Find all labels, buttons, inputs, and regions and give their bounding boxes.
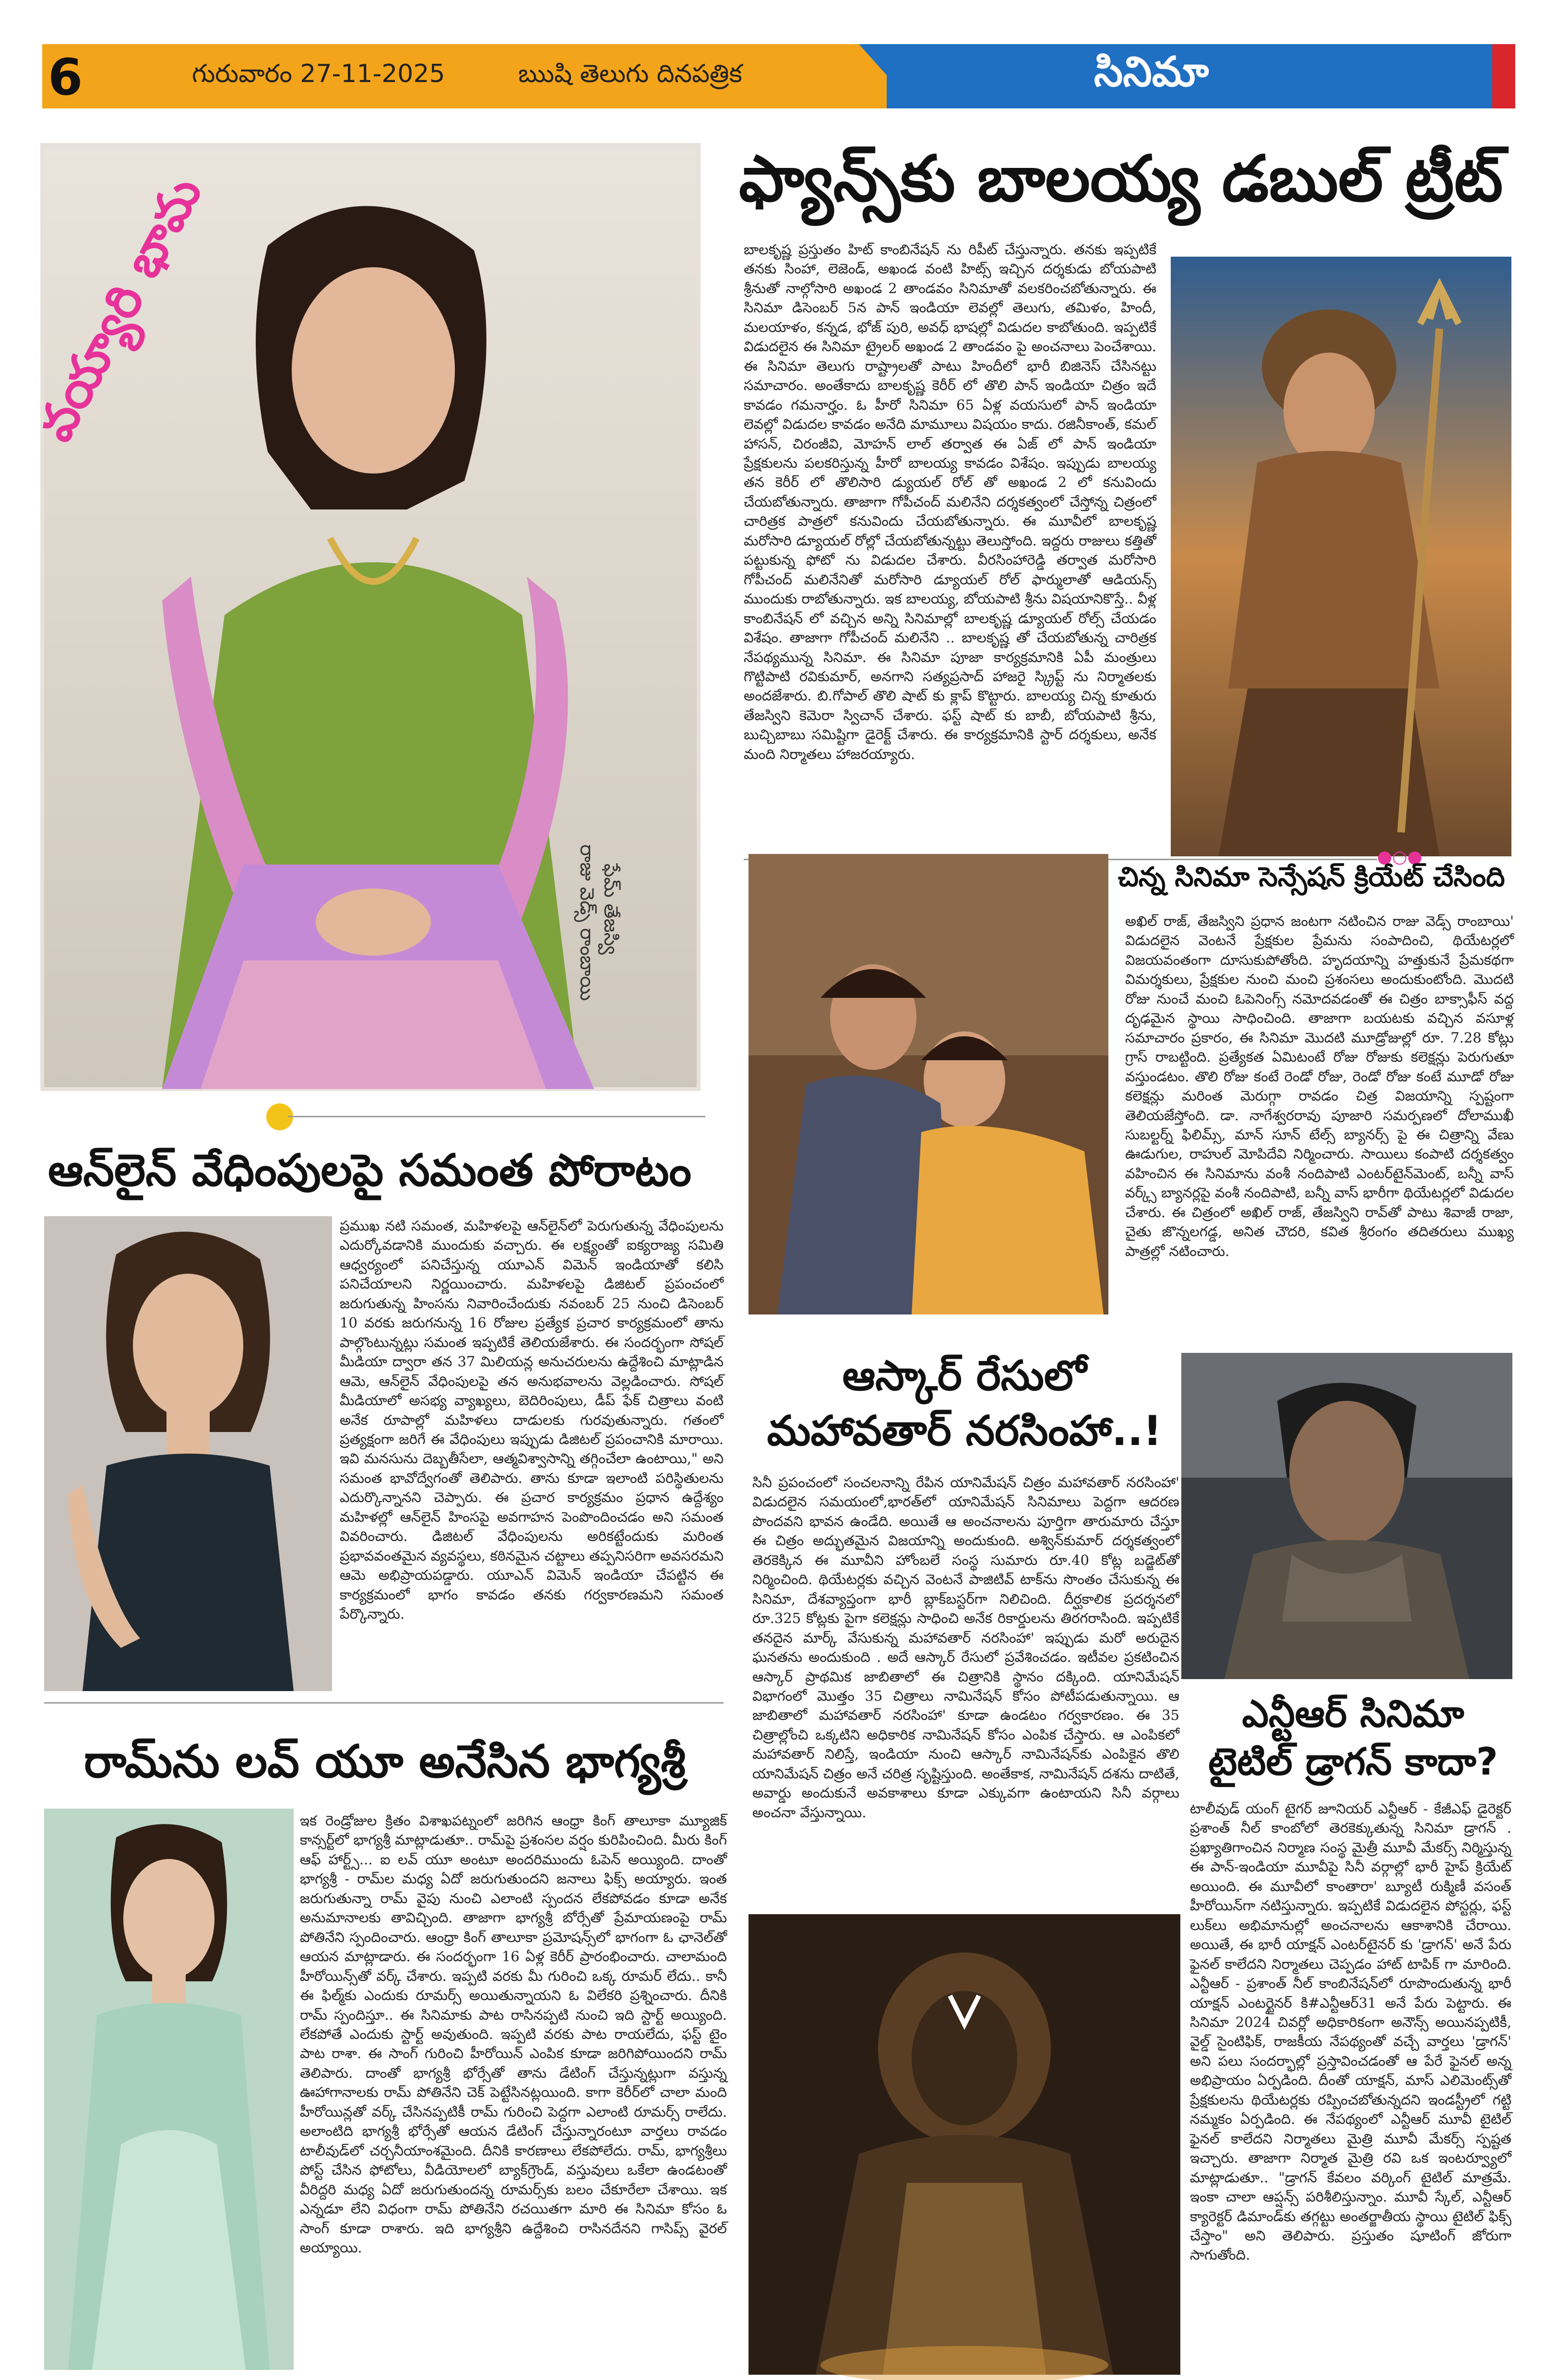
ntr-headline-line2: టైటిల్ డ్రాగన్ కాదా? bbox=[1208, 1741, 1498, 1784]
feature-caption-line1: రాజు వెడ్స్ రాంబాయి bbox=[576, 844, 598, 1001]
page-number: 6 bbox=[48, 48, 83, 107]
divider bbox=[288, 1116, 705, 1117]
feature-tag bbox=[25, 163, 214, 470]
oscar-headline-line1: ఆస్కార్ రేసులో bbox=[842, 1352, 1087, 1400]
samantha-photo bbox=[44, 1216, 332, 1691]
feature-caption-line2: ఫేమ్ తేజస్వి bbox=[600, 864, 622, 955]
header-wedge bbox=[859, 44, 916, 108]
balayya-headline: ఫ్యాన్స్‌కు బాలయ్య డబుల్ ట్రీట్ bbox=[739, 142, 1503, 216]
balayya-body: బాలకృష్ణ ప్రస్తుతం హిట్ కాంబినేషన్ ను రిపీట్ చేస్తున్నారు. తనకు ఇప్పటికే తనకు సింహా, లెజెండ్, అఖండ వంటి హిట్స్ ఇచ్చిన దర్శకుడు బోయపాటి శ్రీనుతో నాల్గోసారి అఖండ 2 తాండవం సినిమాతో వలకరించబోతున్నారు. ఈ సినిమా డిసెంబర్ 5న పాన్ ఇండియా లెవల్లో తెలుగు, తమిళం, హిందీ, మలయాళం, కన్నడ, భోజ్ పురి, అవధ్ భాషల్లో విడుదల కాబోతుంది. ఇప్పటికే విడుదలైన ఈ సినిమా ట్రైలర్ అఖండ 2 తాండవం పై అంచనాలు పెంచేశాయి. ఈ సినిమా తెలుగు రాష్ట్రాలతో పాటు హిందీలో భారీ బిజినెస్ చేసినట్టు సమాచారం. అంతేకాదు బాలకృష్ణ కెరీర్ లో తొలి పాన్ ఇండియా చిత్రం ఇదే కావడం గమనార్హం. ఓ హీరో సినిమా 65 ఏళ్ల వయసులో పాన్ ఇండియా లెవల్లో విడుదల కావడం అనేది మామూలు విషయం కాదు. రజినీకాంత్, కమల్ హాసన్, చిరంజీవి, మోహన్ లాల్ తర్వాత ఈ ఏజ్ లో పాన్ ఇండియా ప్రేక్షకులను పలకరిస్తున్న హీరో బాలయ్య కావడం విశేషం. ఇప్పుడు బాలయ్య తన కెరీర్ లో తొలిసారి డ్యుయల్ రోల్ తో అఖండ 2 లో కనువిందు చేయబోతున్నారు. తాజాగా గోపీచంద్ మలినేని దర్శకత్వంలో చేస్తోన్న చిత్రంలో చారిత్రక పాత్రలో కనువిందు చేయబోతున్నారు. ఈ మూవీలో బాలకృష్ణ మరోసారి డ్యూయల్ రోల్లో చేయబోతున్నట్టు తెలుస్తోంది. ఇద్దరు రాజులు కత్తితో పట్టుకున్న ఫోటో ను విడుదల చేశారు. వీరసింహారెడ్డి తర్వాత మరోసారి గోపీచంద్ మలినేనితో మరోసారి డ్యూయల్ రోల్ ఫార్ములాతో ఆడియన్స్ ముందుకు రాబోతున్నారు. ఇక బాలయ్య, బోయపాటి శ్రీను విషయానికొస్తే.. వీళ్ల కాంబినేషన్ లో వచ్చిన అన్ని సినిమాల్లో బాలకృష్ణ డ్యూయల్ రోల్స్ చేయడం విశేషం. తాజాగా గోపీచంద్ మలినేని .. బాలకృష్ణ తో చేయబోతున్న చారిత్రక నేపథ్యమున్న సినిమా. ఈ సినిమా పూజా కార్యక్రమానికి ఏపీ మంత్రులు గొట్టిపాటి రవికుమార్, అనగాని సత్యప్రసాద్ హాజరై స్క్రిప్ట్ ను నిర్మాతలకు అందజేశారు. బి.గోపాల్ తొలి షాట్ కు క్లాప్ కొట్టారు. బాలయ్య చిన్న కూతురు తేజస్విని కెమెరా స్విచాన్ చేశారు. ఫస్ట్ షాట్ కు బాబీ, బోయపాటి శ్రీను, బుచ్చిబాబు సమిష్టిగా డైరెక్ట్ చేశారు. ఈ కార్యక్రమానికి స్టార్ దర్శకులు, అనేక మంది నిర్మాతలు హాజరయ్యారు. bbox=[744, 241, 1156, 762]
feature-caption bbox=[561, 835, 622, 1075]
bhagyashri-headline: రామ్‌ను లవ్ యూ అనేసిన భాగ్యశ్రీ bbox=[84, 1736, 686, 1788]
samantha-body: ప్రముఖ నటి సమంత, మహిళలపై ఆన్‌లైన్‌లో పెరుగుతున్న వేధింపులను ఎదుర్కోవడానికి ముందుకు వచ్చారు. ఈ లక్ష్యంతో ఐక్యరాజ్య సమితి ఆధ్వర్యంలో పనిచేస్తున్న యూఎన్ విమెన్ ఇండియాతో కలిసి పనిచేయాలని నిర్ణయించారు. మహిళలపై డిజిటల్ ప్రపంచంలో జరుగుతున్న హింసను నివారించేందుకు నవంబర్ 25 నుంచి డిసెంబర్ 10 వరకు జరుగనున్న 16 రోజుల ప్రత్యేక ప్రచార కార్యక్రమంలో తాను పాల్గొంటున్నట్లు సమంత ఇప్పటికే తెలియజేశారు. ఈ సందర్భంగా సోషల్ మీడియా ద్వారా తన 37 మిలియన్ల అనుచరులను ఉద్దేశించి మాట్లాడిన ఆమె, ఆన్‌లైన్ వేధింపులపై తన అనుభవాలను వెల్లడించారు. సోషల్ మీడియాలో అసభ్య వ్యాఖ్యలు, బెదిరింపులు, డీప్ ఫేక్ చిత్రాలు వంటి అనేక రూపాల్లో మహిళలు దాడులకు గురవుతున్నారు. గతంలో ప్రత్యక్షంగా జరిగే ఈ వేధింపులు ఇప్పుడు డిజిటల్ ప్రపంచానికి మారాయి. ఇవి మనసును దెబ్బతీసేలా, ఆత్మవిశ్వాసాన్ని తగ్గించేలా ఉంటాయి," అని సమంత భావోద్వేగంతో తెలిపారు. తాను కూడా ఇలాంటి పరిస్థితులను ఎదుర్కొన్నానని చెప్పారు. ఈ ప్రచార కార్యక్రమం ప్రధాన ఉద్దేశ్యం మహిళల్లో ఆన్‌లైన్ హింసపై అవగాహన పెంపొందించడం అని సమంత వివరించారు. డిజిటల్ వేధింపులను అరికట్టేందుకు మరింత ప్రభావవంతమైన వ్యవస్థలు, కఠినమైన చట్టాలు తప్పనిసరిగా అవసరమని ఆమె అభిప్రాయపడ్డారు. యూఎన్ విమెన్ ఇండియా చేపట్టిన ఈ కార్యక్రమంలో భాగం కావడం తనకు గర్వకారణమని సమంత పేర్కొన్నారు. bbox=[340, 1218, 724, 1622]
bhagyashri-photo bbox=[44, 1809, 294, 2370]
ntr-photo bbox=[1181, 1353, 1512, 1679]
header-date: గురువారం 27-11-2025 bbox=[192, 59, 445, 88]
feature-tag-text: వయ్యారి భామ bbox=[25, 166, 214, 450]
balayya-photo bbox=[1171, 257, 1511, 856]
header-band-left bbox=[42, 44, 887, 108]
chinna-body: అఖిల్ రాజ్, తేజస్విని ప్రధాన జంటగా నటించిన రాజు వెడ్స్ రాంబాయి' విడుదలైన వెంటనే ప్రేక్షకుల ప్రేమను సంపాదించి, థియేటర్లలో విజయవంతంగా దూసుకుపోతోంది. హృదయాన్ని హత్తుకునే ప్రేమకథగా విమర్శకులు, ప్రేక్షకుల నుంచి మంచి ప్రశంసలు అందుకుంటోంది. మొదటి రోజు నుంచే మంచి ఓపెనింగ్స్ నమోదవడంతో ఈ చిత్రం బాక్సాఫీస్ వద్ద దృఢమైన స్థాయి సాధించింది. తాజాగా బయటకు వచ్చిన వసూళ్ల సమాచారం ప్రకారం, ఈ సినిమా మొదటి మూడ్రోజుల్లో రూ. 7.28 కోట్లు గ్రాస్ రాబట్టింది. ప్రత్యేకత ఏమిటంటే రోజు రోజుకు కలెక్షన్లు పెరుగుతూ వస్తుండటం. తొలి రోజు కంటే రెండో రోజు, రెండో రోజు కంటే మూడో రోజు కలెక్షన్లు మరింత మెరుగ్గా రావడం చిత్ర విజయాన్ని స్పష్టంగా తెలియజేస్తోంది. డా. నాగేశ్వరరావు పూజారి సమర్పణలో దోలాముఖీ సుబల్టర్న్ ఫిలిమ్స్, మాన్ సూన్ టేల్స్ బ్యానర్స్ పై ఈ చిత్రాన్ని వేణు ఊడుగుల, రాహుల్ మోపిదేవి నిర్మించారు. సాయిలు కంపాటి దర్శకత్వం వహించిన ఈ సినిమాను వంశీ నందిపాటి ఎంటర్‌టైన్‌మెంట్, బన్నీ వాస్ వర్క్స్ బ్యానర్లపై వంశీ నందిపాటి, బన్నీ వాస్ భారీగా థియేటర్లలో విడుదల చేశారు. ఈ చిత్రంలో అఖిల్ రాజ్, తేజస్విని రావ్‌తో పాటు శివాజీ రాజా, చైతు జొన్నలగడ్డ, అనిత చౌదరి, కవిత శ్రీరంగం తదితరులు ముఖ్య పాత్రల్లో నటించారు. bbox=[1125, 913, 1514, 1259]
header-section-title: సినిమా bbox=[1094, 48, 1209, 96]
samantha-headline: ఆన్‌లైన్ వేధింపులపై సమంత పోరాటం bbox=[48, 1145, 692, 1196]
ntr-body: టాలీవుడ్ యంగ్ టైగర్ జూనియర్ ఎన్టీఆర్ - కేజీఎఫ్ డైరెక్టర్ ప్రశాంత్ నీల్ కాంబోలో తెరకెక్కుతున్న సినిమా డ్రాగన్ . ప్రఖ్యాతిగాంచిన నిర్మాణ సంస్థ మైత్రీ మూవీ మేకర్స్ నిర్మిస్తున్న ఈ పాన్-ఇండియా మూవీపై సినీ వర్గాల్లో భారీ హైప్ క్రియేట్ అయింది. ఈ మూవీలో కాంతారా' బ్యూటీ రుక్మిణీ వసంత్ హీరోయిన్‌గా నటిస్తున్నారు. ఇప్పటికే విడుదలైన పోస్టర్లు, ఫస్ట్ లుక్‌లు అభిమానుల్లో అంచనాలను ఆకాశానికి చేరాయి. అయితే, ఈ భారీ యాక్షన్ ఎంటర్‌టైనర్ కు 'డ్రాగన్' అనే పేరు ఫైనల్ కాలేదని నిర్మాతలు చెప్పడం హాట్ టాపిక్ గా మారింది. ఎన్టీఆర్ - ప్రశాంత్ నీల్ కాంబినేషన్‌లో రూపొందుతున్న భారీ యాక్షన్ ఎంటర్టైనర్ కి#ఎన్టీఆర్31 అనే పేరు పెట్టారు. ఈ సినిమా 2024 చివర్లో అధికారికంగా అనౌన్స్ అయినప్పటికీ, వైల్డ్ సైంటిఫిక్, రాజకీయ నేపథ్యంతో వచ్చే వార్తలు 'డ్రాగన్' అని పలు సందర్భాల్లో ప్రస్తావించడంతో ఆ పేరే ఫైనల్ అన్న అభిప్రాయం ఏర్పడింది. దీంతో యాక్షన్, మాస్ ఎలిమెంట్స్‌తో ప్రేక్షకులను థియేటర్లకు రప్పించబోతున్నదని ఇండస్ట్రీలో గట్టి నమ్మకం ఏర్పడింది. ఈ నేపథ్యంలో ఎన్టీఆర్ మూవీ టైటిల్ ఫైనల్ కాలేదని నిర్మాతలు మైత్రి మూవీ మేకర్స్ స్పష్టత ఇచ్చారు. తాజాగా నిర్మాత మైత్రి రవి ఒక ఇంటర్వ్యూలో మాట్లాడుతూ.. "డ్రాగన్ కేవలం వర్కింగ్ టైటిల్ మాత్రమే. ఇంకా చాలా ఆప్షన్స్ పరిశీలిస్తున్నాం. మూవీ స్కేల్, ఎన్టీఆర్ క్యారెక్టర్ డిమాండ్‌కు తగ్గట్టు అంతర్జాతీయ స్థాయి టైటిల్ ఫిక్స్ చేస్తాం" అని తెలిపారు. ప్రస్తుతం షూటింగ్ జోరుగా సాగుతోంది. bbox=[1190, 1800, 1511, 2263]
oscar-body: సినీ ప్రపంచంలో సంచలనాన్ని రేపిన యానిమేషన్ చిత్రం మహావతార్ నరసింహా' విడుదలైన సమయంలో,భారత్‌లో యానిమేషన్ సినిమాలు పెద్దగా ఆదరణ పొందవని భావన ఉండేది. అయితే ఆ అంచనాలను పూర్తిగా తారుమారు చేస్తూ ఈ చిత్రం అద్భుతమైన విజయాన్ని అందుకుంది. అశ్విన్‌కుమార్ దర్శకత్వంలో తెరకెక్కిన ఈ మూవీని హోంబలే సంస్థ సుమారు రూ.40 కోట్ల బడ్జెట్‌తో నిర్మించింది. థియేటర్లకు వచ్చిన వెంటనే పాజిటివ్ టాక్‌ను సొంతం చేసుకున్న ఈ సినిమా, దేశవ్యాప్తంగా భారీ బ్లాక్‌బస్టర్‌గా నిలిచింది. దీర్ఘకాలిక ప్రదర్శనలో రూ.325 కోట్లకు పైగా కలెక్షన్లు సాధించి అనేక రికార్డులను తిరగరాసింది. ఇప్పటికే తనదైన మార్క్ వేసుకున్న మహావతార్ నరసింహా' ఇప్పుడు మరో అరుదైన ఘనతను అందుకుంది . అదే ఆస్కార్ రేసులో ప్రవేశించడం. ఇటీవల ప్రకటించిన ఆస్కార్ ప్రాథమిక జాబితాలో ఈ చిత్రానికి స్థానం దక్కింది. యానిమేషన్ విభాగంలో మొత్తం 35 చిత్రాలు నామినేషన్ కోసం పోటీపడుతున్నాయి. ఆ జాబితాలో మహావతార్ నరసింహా' కూడా ఉండటం గర్వకారణం. ఈ 35 చిత్రాల్లోంచి ఒక్కటిని అధికారిక నామినేషన్ కోసం ఎంపిక చేస్తారు. ఆ ఎంపికలో మహావతార్ నిలిస్తే, ఇండియా నుంచి ఆస్కార్ నామినేషన్‌కు ఎంపికైన తొలి యానిమేషన్ చిత్రం అనే చరిత్ర సృష్టిస్తుంది. అంతేకాక, నామినేషన్ దశను దాటితే, అవార్డు అందుకునే అవకాశాలు కూడా ఎక్కువగా ఉంటాయని సినీ వర్గాలు అంచనా వేస్తున్నాయి. bbox=[752, 1474, 1179, 1821]
header-paper-name: ఋషి తెలుగు దినపత్రిక bbox=[518, 59, 742, 88]
header-accent bbox=[1492, 44, 1515, 108]
bhagyashri-body: ఇక రెండ్రోజుల క్రితం విశాఖపట్నంలో జరిగిన ఆంధ్రా కింగ్ తాలూకా మ్యూజిక్ కాన్సర్ట్‌లో భాగ్యశ్రీ మాట్లాడుతూ.. రామ్‌పై ప్రశంసల వర్షం కురిపించింది. మీరు కింగ్ ఆఫ్ హార్ట్స్... ఐ లవ్ యూ అంటూ అందరిముందు ఓపెన్ అయ్యింది. దాంతో భాగ్యశ్రీ - రామ్‌ల మధ్య ఏదో జరుగుతుందని జనాలు ఫిక్స్ అయ్యారు. ఇంత జరుగుతున్నా రామ్ వైపు నుంచి ఎలాంటి స్పందన లేకపోవడం కూడా అనేక అనుమానాలకు తావిచ్చింది. తాజాగా భాగ్యశ్రీ బోర్సేతో ప్రేమాయణంపై రామ్ పోతినేని స్పందించారు. ఆంధ్రా కింగ్ తాలూకా ప్రమోషన్స్‌లో భాగంగా ఓ ఛానెల్‌తో ఆయన మాట్లాడారు. ఈ సందర్భంగా 16 ఏళ్ల కెరీర్ ప్రారంభించారు. చాలామంది హీరోయిన్స్‌తో వర్క్ చేశారు. ఇప్పటి వరకు మీ గురించి ఒక్క రూమర్ లేదు.. కానీ ఈ ఫిల్మ్‌కు ఎందుకు రూమర్స్ అయితున్నాయని ఓ విలేకరి ప్రశ్నించారు. దీనికి రామ్ స్పందిస్తూ.. ఈ సినిమాకు పాట రాసినప్పటి నుంచి ఇది స్టార్ట్ అయ్యింది. లేకపోతే ఎందుకు స్టార్ట్ అవుతుంది. ఇప్పటి వరకు పాట రాయలేదు, ఫస్ట్ టైం పాట రాశా. ఈ సాంగ్ గురించి హీరోయిన్ ఎంపిక కూడా జరిగిపోయిందని రామ్ తెలిపారు. దాంతో భాగ్యశ్రీ భోర్సేతో తాను డేటింగ్ చేస్తున్నట్లుగా వస్తున్న ఊహాగానాలకు రామ్ పోతినేని చెక్ పెట్టేసినట్లయింది. కాగా కెరీర్‌లో చాలా మంది హీరోయిన్లతో వర్క్ చేసినప్పటికీ రామ్ గురించి పెద్దగా ఎలాంటి రూమర్స్ రాలేదు. అలాంటిది భాగ్యశ్రీ భోర్సేతో ఆయన డేటింగ్ చేస్తున్నారంటూ వార్తలు రావడం టాలీవుడ్‌లో చర్చనీయాంశమైంది. దీనికి కారణాలు లేకపోలేదు. రామ్, భాగ్యశ్రీలు పోస్ట్ చేసిన ఫోటోలు, వీడియోలలో బ్యాక్‌గ్రౌండ్, వస్తువులు ఒకేలా ఉండటంతో వీరిద్దరి మధ్య ఏదో జరుగుతుందన్న రూమర్స్‌కు బలం చేకూరేలా చేశాయి. ఇక ఎన్నడూ లేని విధంగా రామ్ పోతినేని రచయితగా మారి ఈ సినిమా కోసం ఓ సాంగ్ కూడా రాశారు. ఇది భాగ్యశ్రీని ఉద్దేశించి రాసినదేనని గాసిప్స్ వైరల్ అయ్యాయి. bbox=[300, 1812, 727, 2256]
chinna-headline: చిన్న సినిమా సెన్సేషన్ క్రియేట్ చేసింది bbox=[1118, 862, 1505, 893]
decor-beads-icon: ●○● bbox=[1377, 847, 1423, 867]
chinna-photo bbox=[749, 854, 1108, 1314]
oscar-headline-line2: మహావతార్ నరసింహా..! bbox=[767, 1407, 1162, 1455]
ntr-headline-line1: ఎన్టీఆర్ సినిమా bbox=[1242, 1693, 1464, 1736]
oscar-photo bbox=[749, 1914, 1180, 2375]
divider bbox=[44, 1702, 724, 1704]
